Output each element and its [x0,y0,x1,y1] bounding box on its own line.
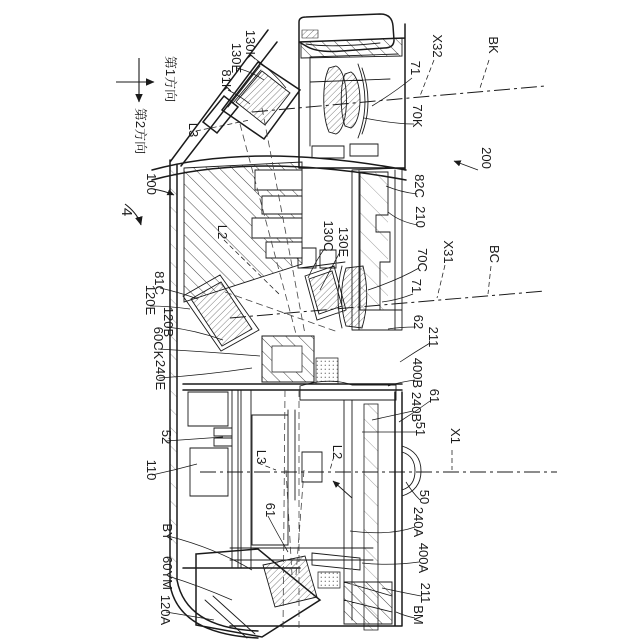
label-130C: 130C [321,220,336,252]
mirror-60YM-element [263,556,317,607]
label-70K: 70K [410,104,425,128]
direction-indicator [116,56,178,154]
label-BM: BM [411,605,426,625]
label-211-up: 211 [426,326,441,348]
label-200: 200 [479,147,494,169]
label-210: 210 [413,206,428,228]
label-50: 50 [417,489,432,505]
label-81K: 81K [219,69,234,93]
label-130K: 130K [243,29,258,61]
label-70C: 70C [415,248,430,272]
label-240A: 240A [411,506,426,538]
label-X1: X1 [448,428,463,444]
label-BK: BK [486,36,501,54]
label-400B: 400B [410,357,425,389]
leader-arrow-L2-low [333,481,352,498]
label-120E: 120E [143,284,158,316]
label-211-low: 211 [418,582,433,604]
label-110: 110 [144,459,159,481]
label-130E-mid: 130E [336,226,351,258]
label-400A: 400A [416,542,431,574]
left-wall-hatch [170,160,177,585]
label-60YM: 60YM [160,556,175,590]
label-L3-top: L3 [186,122,201,138]
label-60CK: 60CK [151,326,166,360]
label-X31: X31 [441,240,456,264]
optical-axis-X32 [252,86,545,112]
label-fig4: 4 [118,207,135,217]
label-BC: BC [487,244,502,264]
plate-240A-hatch [364,404,378,630]
label-62: 62 [411,314,426,330]
label-240B: 240B [409,391,424,423]
label-L2-top: L2 [215,224,230,240]
label-L2-low: L2 [330,444,345,460]
direction1-label: 第1方向 [163,55,178,103]
label-120A: 120A [158,594,173,626]
label-71-mid: 71 [409,278,424,294]
prism-60CK-face [272,346,302,372]
label-120B: 120B [161,306,176,338]
label-81C: 81C [152,271,167,295]
stipple-block-bottom [318,572,340,588]
label-BY: BY [160,523,175,541]
label-240E: 240E [153,359,168,391]
label-51: 51 [413,421,428,437]
label-52: 52 [159,429,174,445]
label-61-low: 61 [263,502,278,518]
cap-thread-hatch [302,30,318,38]
stipple-block-211 [316,358,338,384]
label-X32: X32 [430,34,445,58]
label-100: 100 [144,173,159,195]
column-210-hatch [360,172,388,310]
label-L3-low: L3 [254,449,269,465]
label-71-top: 71 [408,60,423,76]
label-82C: 82C [412,174,427,198]
label-61-right: 61 [427,388,442,404]
leader-arrow-200 [454,161,478,170]
direction2-label: 第2方向 [133,107,148,155]
label-130E-top: 130E [229,42,244,74]
